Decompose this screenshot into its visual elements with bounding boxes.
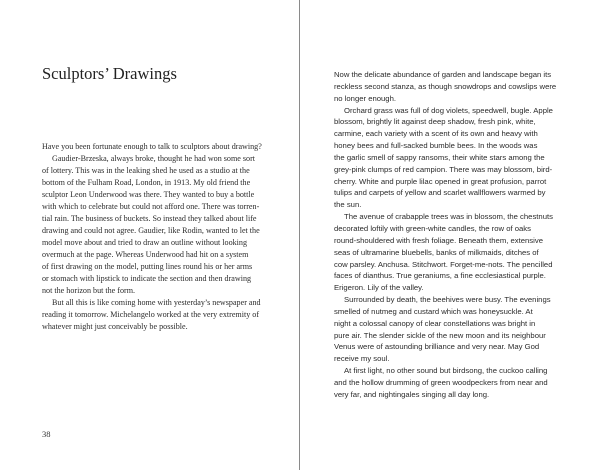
text-line: overmuch at the page. Whereas Underwood had hit on a system: [42, 250, 249, 259]
text-line: grey-pink clumps of red campion. There was may blossom, bird-: [334, 164, 553, 174]
text-line: The avenue of crabapple trees was in blossom, the chestnuts: [344, 212, 553, 222]
text-line: reckless second stanza, as though snowdrops and cowslips were: [334, 81, 557, 91]
text-line: blossom, brightly lit against deep shadow, fresh pink, white,: [334, 117, 536, 127]
text-line: cow parsley. Anchusa. Stitchwort. Forget-me-nots. The pencilled: [334, 259, 553, 269]
text-line: Erigeron. Lily of the valley.: [334, 283, 424, 293]
text-line: no longer enough.: [334, 93, 396, 103]
text-line: receive my soul.: [334, 354, 390, 364]
text-line: At first light, no other sound but birdsong, the cuckoo calling: [344, 366, 548, 376]
text-line: Surrounded by death, the beehives were busy. The evenings: [344, 295, 551, 305]
text-line: tulips and carpets of yellow and scarlet wallflowers warmed by: [334, 188, 546, 198]
text-line: smelled of nutmeg and custard which was honeysuckle. At: [334, 306, 533, 316]
text-line: round-shouldered with fresh foliage. Beneath them, extensive: [334, 235, 543, 245]
text-line: and the hollow drumming of green woodpeckers from near and: [334, 377, 548, 387]
text-line: tial rain. The business of buckets. So instead they talked about life: [42, 214, 257, 223]
text-line: Now the delicate abundance of garden and landscape began its: [334, 70, 552, 79]
text-line: drawing and could not agree. Gaudier, like Rodin, wanted to let the: [42, 226, 260, 235]
text-line: cherry. White and purple lilac opened in great profusion, parrot: [334, 176, 547, 186]
text-line: whatever might just conceivably be possible.: [42, 322, 188, 331]
text-line: of first drawing on the model, putting lines round his or her arms: [42, 262, 253, 271]
text-line: or stomach with lipstick to indicate the section and then drawing: [42, 274, 252, 283]
text-line: not the horizon but the form.: [42, 286, 136, 295]
text-line: But all this is like coming home with yesterday’s newspaper and: [52, 298, 261, 307]
left-page-body: [42, 141, 268, 333]
text-line: honey bees and full-sacked bumble bees. In the woods was: [334, 141, 538, 151]
text-line: the garlic smell of sappy ransoms, their white stars among the: [334, 152, 545, 162]
text-line: Have you been fortunate enough to talk to sculptors about drawing?: [42, 142, 262, 151]
text-line: Orchard grass was full of dog violets, speedwell, bugle. Apple: [344, 105, 553, 115]
text-line: pure air. The slender sickle of the new moon and its neighbour: [334, 330, 546, 340]
text-line: of lottery. This was in the leaking shed he used as a studio at the: [42, 166, 250, 175]
right-page-body: [334, 69, 564, 401]
text-line: Venus were of astounding brilliance and very near. May God: [334, 342, 540, 352]
text-line: carmine, each variety with a scent of its own and heavy with: [334, 129, 538, 139]
chapter-title: Sculptors’ Drawings: [42, 64, 177, 83]
text-line: decorated loftily with green-white candles, the row of oaks: [334, 223, 531, 233]
text-line: bottom of the Fulham Road, London, in 1913. My old friend the: [42, 178, 251, 187]
text-line: model move about and tried to draw an outline without looking: [42, 238, 248, 247]
left-page: [0, 0, 299, 470]
text-line: faces of dianthus. True geraniums, a fine ecclesiastical purple.: [334, 271, 546, 281]
text-line: very far, and nightingales singing all day long.: [334, 389, 490, 399]
text-line: the sun.: [334, 200, 362, 210]
page-number: 38: [42, 429, 51, 439]
text-line: night a colossal canopy of clear constellations was bright in: [334, 318, 536, 328]
text-line: Gaudier-Brzeska, always broke, thought he had won some sort: [52, 154, 256, 163]
text-line: with which to celebrate but could not afford one. There was torren-: [42, 202, 260, 211]
text-line: reading it tomorrow. Michelangelo worked at the very extremity of: [42, 310, 260, 319]
text-line: sculptor Leon Underwood was there. They wanted to buy a bottle: [42, 190, 255, 199]
text-line: seas of ultramarine bluebells, banks of milkmaids, ditches of: [334, 247, 539, 257]
